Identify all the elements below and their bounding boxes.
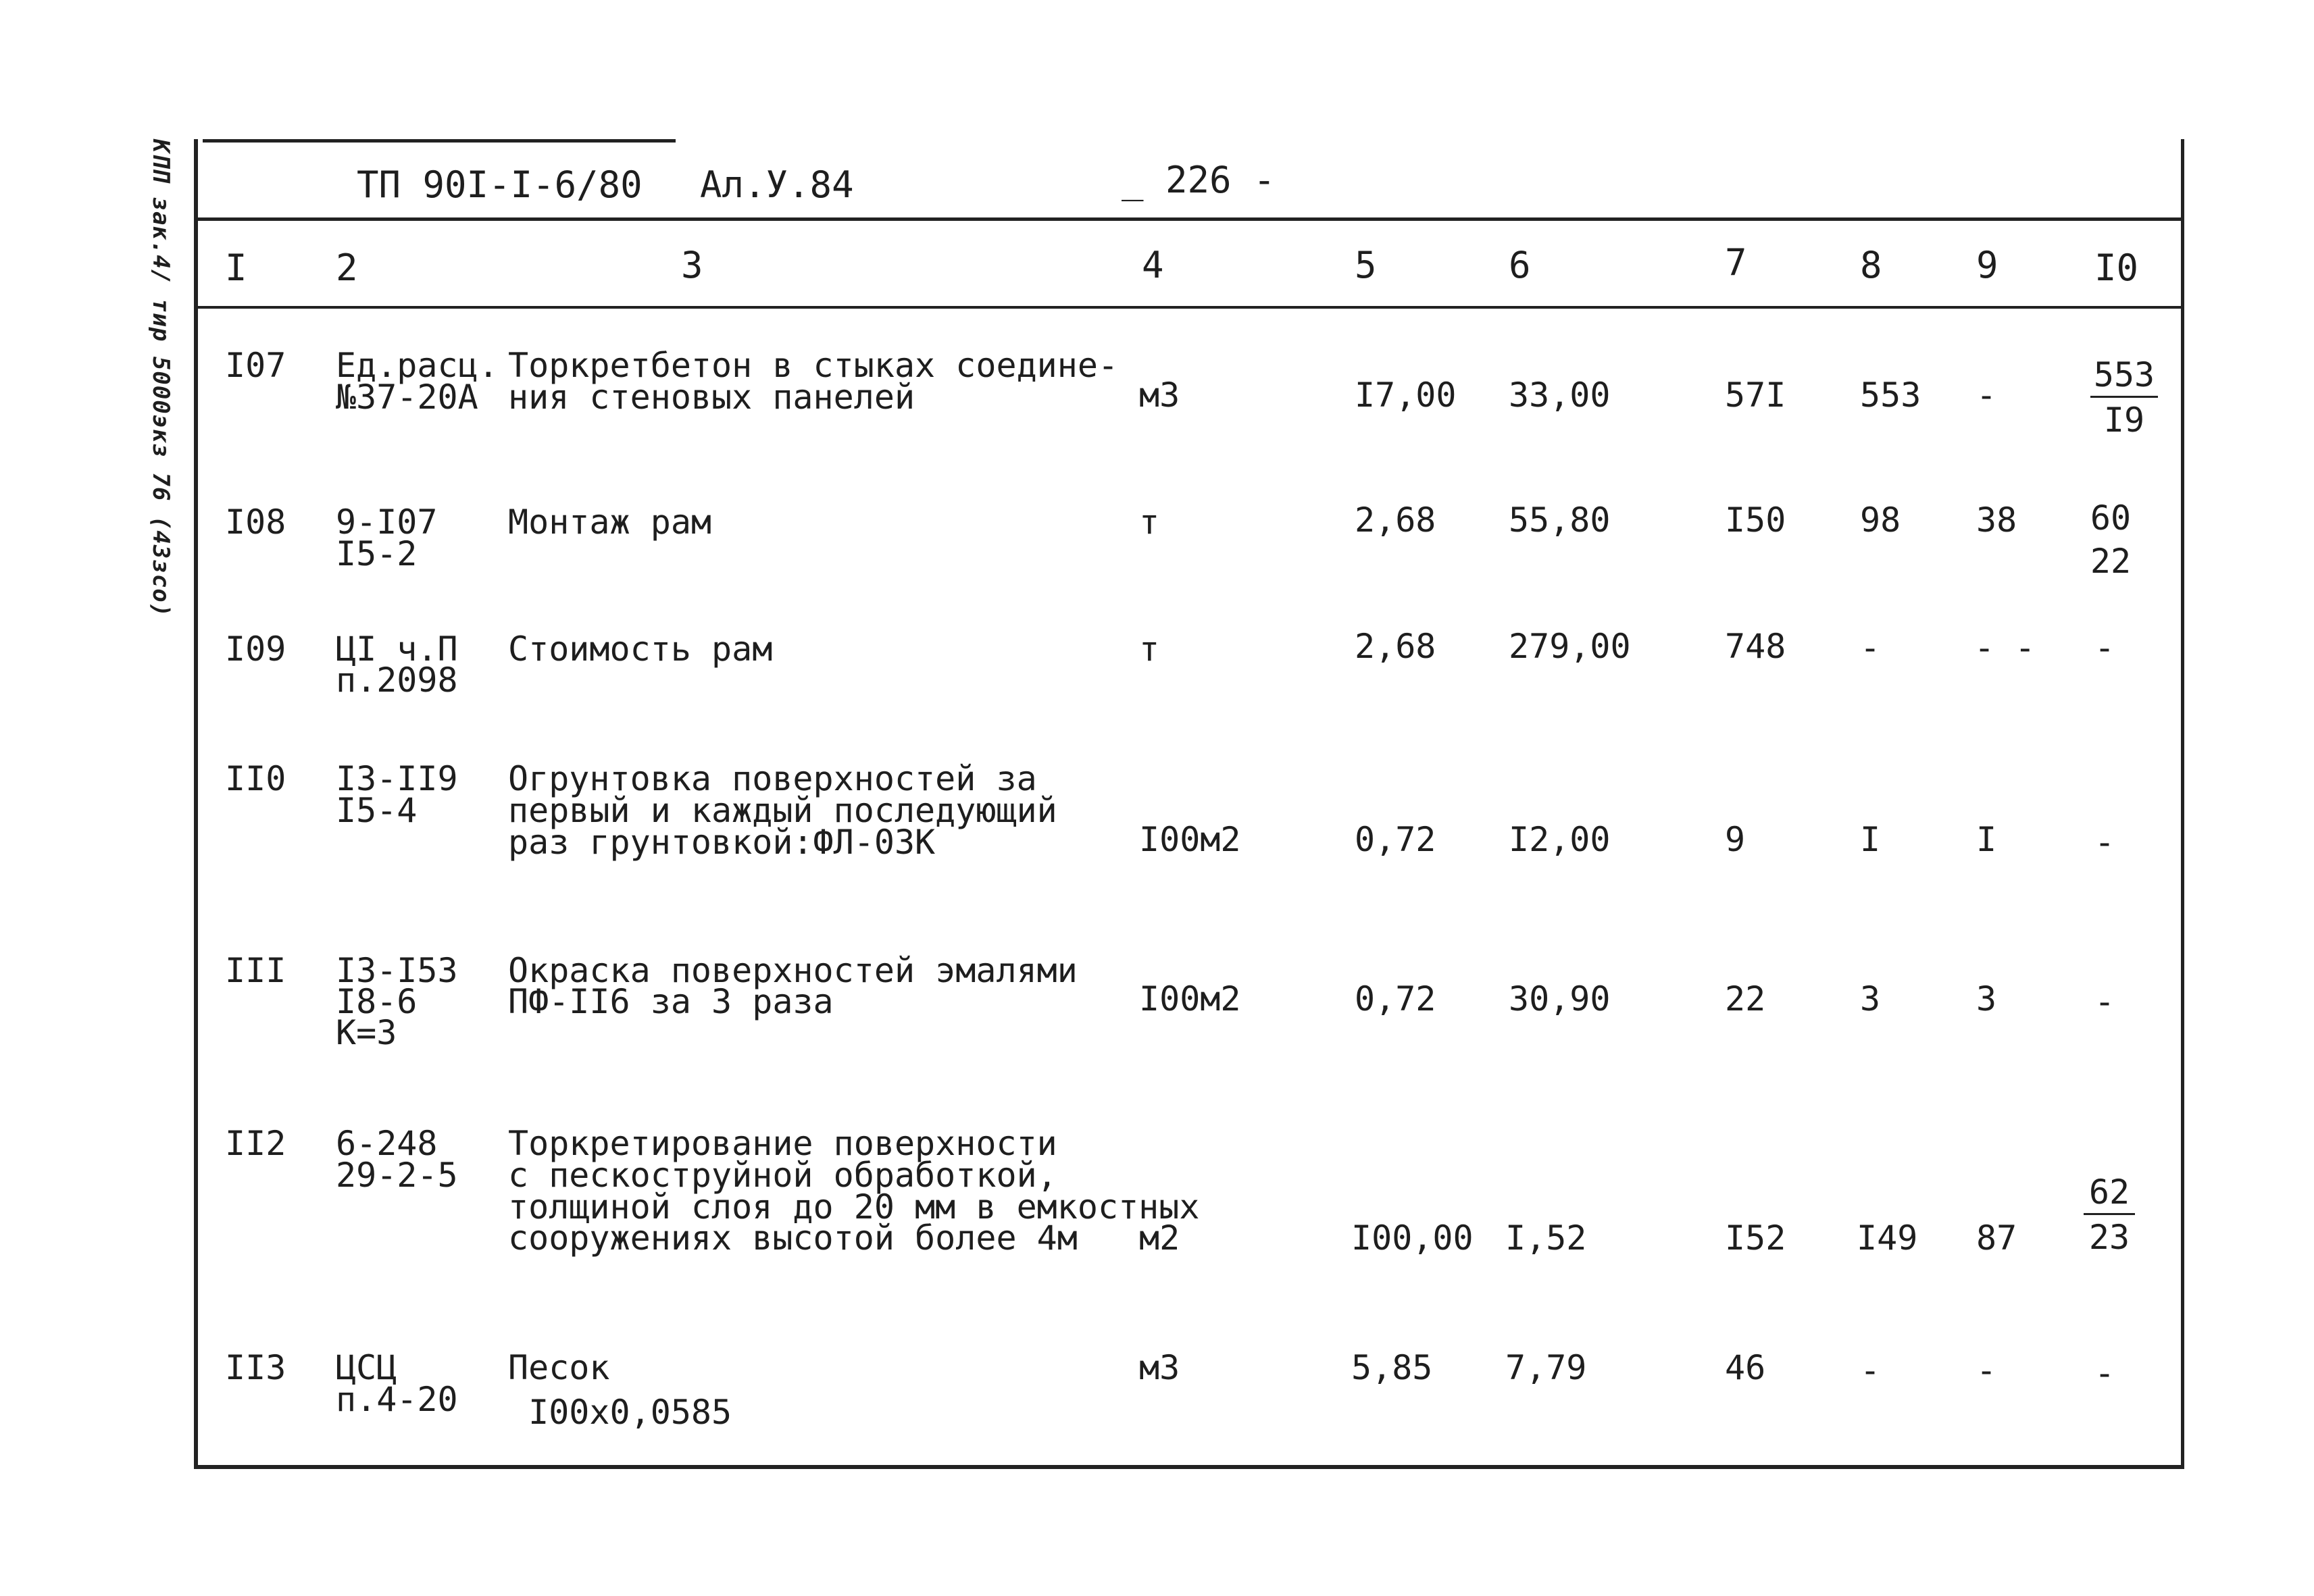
work-description: ния стеновых панелей [508, 378, 915, 417]
col8-value: 553 [1860, 376, 1921, 415]
row-number: II3 [225, 1348, 286, 1387]
quantity: 2,68 [1355, 627, 1436, 666]
unit-price: 7,79 [1505, 1348, 1587, 1387]
rate-code: п.4-20 [336, 1380, 458, 1419]
col9-value: I [1976, 820, 1997, 859]
columns-rule [198, 306, 2184, 309]
fraction-denominator: I9 [2103, 401, 2145, 440]
column-header: 3 [681, 244, 703, 286]
column-header: 6 [1509, 244, 1531, 286]
col9-value: 38 [1976, 500, 2017, 540]
row-number: I07 [225, 346, 286, 385]
work-description: Торкретирование поверхности [508, 1124, 1057, 1163]
col10-value: - [2094, 823, 2115, 862]
row-number: I08 [225, 503, 286, 542]
rate-code: I3-II9 [336, 759, 458, 798]
column-header: 5 [1355, 244, 1377, 286]
rate-code: ЦСЦ [336, 1348, 397, 1387]
unit: м3 [1139, 1348, 1180, 1387]
total-cost: 46 [1725, 1348, 1766, 1387]
fraction-numerator: 62 [2084, 1175, 2135, 1215]
table-frame [194, 139, 2184, 1469]
work-description: I00х0,0585 [508, 1393, 732, 1432]
work-description: толщиной слоя до 20 мм в емкостных [508, 1187, 1200, 1227]
quantity: 0,72 [1355, 820, 1436, 859]
column-header: 2 [336, 247, 358, 289]
work-description: с пескоструйной обработкой, [508, 1156, 1057, 1195]
col10-value: - [2094, 1354, 2115, 1393]
unit-price: 55,80 [1509, 500, 1611, 540]
unit: т [1139, 629, 1160, 669]
col8-value: 98 [1860, 500, 1901, 540]
rate-code: 9-I07 [336, 503, 438, 542]
work-description: Монтаж рам [508, 503, 712, 542]
work-description: ПФ-II6 за 3 раза [508, 982, 834, 1021]
quantity: I00,00 [1351, 1218, 1474, 1258]
col9-value: - - [1974, 628, 2036, 667]
total-cost: 748 [1725, 627, 1786, 666]
col8-value: 3 [1860, 979, 1881, 1019]
unit: м2 [1139, 1218, 1180, 1258]
unit-price: I2,00 [1509, 820, 1611, 859]
total-cost: 9 [1725, 820, 1746, 859]
rate-code: I8-6 [336, 982, 418, 1021]
unit: I00м2 [1139, 820, 1241, 859]
col10-fraction [2090, 355, 2158, 440]
col9-value: - [1976, 1351, 1997, 1390]
col9-value: - [1976, 376, 1997, 415]
work-description: первый и каждый последующий [508, 791, 1057, 830]
row-number: I09 [225, 629, 286, 669]
col10-fraction [2084, 498, 2138, 581]
unit: м3 [1139, 376, 1180, 415]
col8-value: - [1860, 628, 1881, 667]
col9-value: 3 [1976, 979, 1997, 1019]
rate-code: Ед.расц. [336, 346, 499, 385]
col10-value: - [2094, 982, 2115, 1021]
work-description: Песок [508, 1348, 610, 1387]
unit-price: 279,00 [1509, 627, 1631, 666]
unit: I00м2 [1139, 979, 1241, 1019]
work-description: Стоимость рам [508, 629, 773, 669]
album-number: Ал.У.84 [700, 163, 854, 206]
column-header: I [225, 247, 247, 289]
col10-value: - [2094, 628, 2115, 667]
quantity: I7,00 [1355, 376, 1457, 415]
fraction-numerator: 60 [2090, 498, 2132, 538]
document-code: ТП 90I-I-6/80 [357, 163, 643, 206]
work-description: Торкретбетон в стыках соедине- [508, 346, 1119, 385]
work-description: раз грунтовкой:ФЛ-03К [508, 823, 936, 862]
col8-value: I [1860, 820, 1881, 859]
fraction-denominator: 22 [2090, 542, 2132, 581]
total-cost: I52 [1725, 1218, 1786, 1258]
work-description: Окраска поверхностей эмалями [508, 951, 1078, 990]
rate-code: 6-248 [336, 1124, 438, 1163]
unit: т [1139, 503, 1160, 542]
work-description: Огрунтовка поверхностей за [508, 759, 1037, 798]
rate-code: I5-4 [336, 791, 418, 830]
total-cost: I50 [1725, 500, 1786, 540]
total-cost: 57I [1725, 376, 1786, 415]
work-description: сооружениях высотой более 4м [508, 1218, 1078, 1258]
col8-value: - [1860, 1351, 1881, 1390]
top-rule [203, 139, 676, 143]
rate-code: 29-2-5 [336, 1156, 458, 1195]
fraction-denominator: 23 [2088, 1218, 2130, 1257]
row-number: II0 [225, 759, 286, 798]
rate-code: ЦI ч.П [336, 629, 458, 669]
page-number: _ 226 - [1122, 159, 1276, 201]
quantity: 2,68 [1355, 500, 1436, 540]
header-rule [198, 217, 2184, 221]
unit-price: I,52 [1505, 1218, 1587, 1258]
row-number: III [225, 951, 286, 990]
column-header: 9 [1976, 244, 1998, 286]
rate-code: К=3 [336, 1013, 397, 1052]
unit-price: 30,90 [1509, 979, 1611, 1019]
total-cost: 22 [1725, 979, 1766, 1019]
rate-code: I5-2 [336, 534, 418, 573]
column-header: 7 [1725, 241, 1747, 284]
column-header: 4 [1142, 244, 1164, 286]
fraction-numerator: 553 [2090, 358, 2158, 398]
column-header: 8 [1860, 244, 1882, 286]
stamp-text: КПП зак.4/ тир 5000экз 76 (43зсо) [147, 138, 174, 618]
col10-fraction [2084, 1173, 2135, 1257]
rate-code: п.2098 [336, 661, 458, 700]
col8-value: I49 [1857, 1218, 1918, 1258]
quantity: 5,85 [1351, 1348, 1433, 1387]
quantity: 0,72 [1355, 979, 1436, 1019]
rate-code: I3-I53 [336, 951, 458, 990]
col9-value: 87 [1976, 1218, 2017, 1258]
column-header: I0 [2094, 247, 2139, 289]
rate-code: №37-20А [336, 378, 478, 417]
unit-price: 33,00 [1509, 376, 1611, 415]
row-number: II2 [225, 1124, 286, 1163]
